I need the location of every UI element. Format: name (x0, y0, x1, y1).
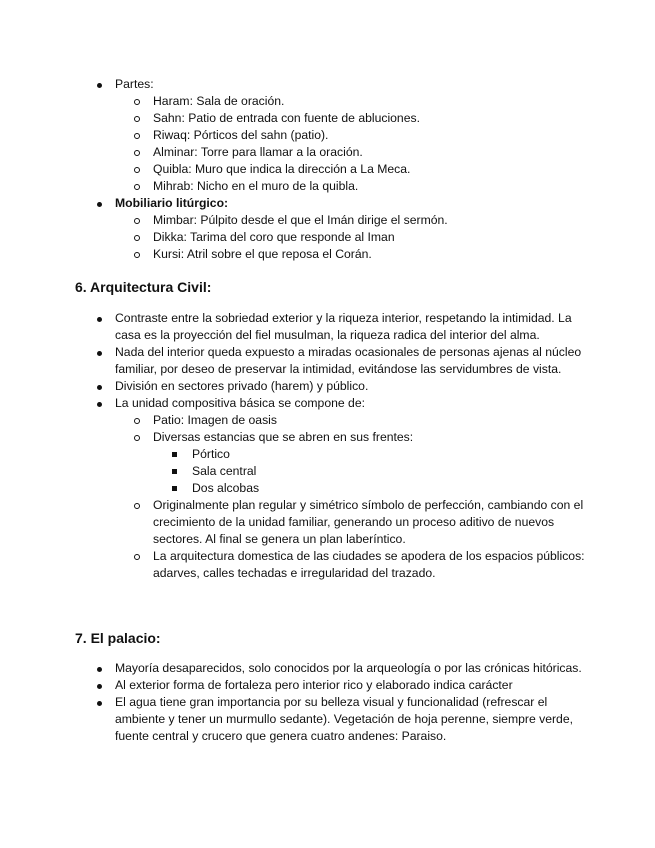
sub-list-item-text: Quibla: Muro que indica la dirección a La Meca. (153, 162, 411, 176)
list-item (75, 310, 595, 344)
sub-list-item-text: La arquitectura domestica de las ciudades se apodera de los espacios públicos: adarves, calles techadas e irregularidad del trazado. (153, 549, 585, 580)
list-item-text: La unidad compositiva básica se compone de: (115, 396, 365, 410)
list-item (75, 378, 595, 395)
sub-sub-list-item-text: Pórtico (192, 447, 230, 461)
bullet-circle (134, 435, 140, 441)
sub-list-item-text: Mimbar: Púlpito desde el que el Imán dirige el sermón. (153, 213, 448, 227)
bullet-disc (97, 701, 102, 706)
sub-list-item-text: Sahn: Patio de entrada con fuente de abluciones. (153, 111, 420, 125)
bullet-disc (97, 385, 102, 390)
sub-sub-list-item (75, 480, 595, 497)
sub-list-item (75, 412, 595, 429)
sub-list-item (75, 144, 595, 161)
list-item-text: El agua tiene gran importancia por su belleza visual y funcionalidad (refrescar el ambiente y tener un murmullo sedante). Vegetación de hoja perenne, siempre verde, fuente central y crucero que genera cuatro andenes: Paraiso. (115, 695, 573, 743)
sub-list-item-text: Originalmente plan regular y simétrico símbolo de perfección, cambiando con el crecimiento de la unidad familiar, generando un proceso aditivo de nuevos sectores. Al final se genera un plan laberíntico. (153, 498, 584, 546)
sub-list-item (75, 93, 595, 110)
list-item (75, 677, 595, 694)
list-item-text: División en sectores privado (harem) y público. (115, 379, 369, 393)
list-item-text: Mayoría desaparecidos, solo conocidos por la arqueología o por las crónicas hitóricas. (115, 661, 582, 675)
sub-sub-list-item (75, 463, 595, 480)
sub-list-item-text: Dikka: Tarima del coro que responde al Iman (153, 230, 395, 244)
bullet-disc (97, 684, 102, 689)
bullet-circle (134, 167, 140, 173)
bullet-circle (134, 252, 140, 258)
sub-list-item (75, 212, 595, 229)
palace-list (75, 660, 595, 745)
sub-list-item-text: Kursi: Atril sobre el que reposa el Corán. (153, 247, 372, 261)
bullet-circle (134, 418, 140, 424)
bullet-circle (134, 235, 140, 241)
sub-list-item-text: Patio: Imagen de oasis (153, 413, 277, 427)
list-item-text: Mobiliario litúrgico: (115, 196, 229, 210)
list-item (75, 195, 595, 212)
list-item (75, 344, 595, 378)
sub-list-item (75, 161, 595, 178)
list-item-text: Partes: (115, 77, 154, 91)
sub-list-item-text: Riwaq: Pórticos del sahn (patio). (153, 128, 329, 142)
sub-list-item (75, 429, 595, 446)
list-item (75, 395, 595, 412)
sub-list-item (75, 110, 595, 127)
section-heading: 7. El palacio: (75, 630, 161, 646)
bullet-square (172, 452, 177, 457)
sub-list-item (75, 497, 595, 548)
bullet-square (172, 469, 177, 474)
sub-list-item-text: Diversas estancias que se abren en sus frentes: (153, 430, 414, 444)
bullet-disc (97, 402, 102, 407)
bullet-disc (97, 83, 102, 88)
bullet-circle (134, 99, 140, 105)
sub-sub-list-item-text: Dos alcobas (192, 481, 260, 495)
bullet-disc (97, 202, 102, 207)
section-heading: 6. Arquitectura Civil: (75, 279, 212, 295)
bullet-disc (97, 667, 102, 672)
sub-list-item-text: Mihrab: Nicho en el muro de la quibla. (153, 179, 359, 193)
bullet-circle (134, 116, 140, 122)
sub-sub-list-item-text: Sala central (192, 464, 257, 478)
list-item-text: Nada del interior queda expuesto a miradas ocasionales de personas ajenas al núcleo familiar, por deseo de preservar la intimidad, evitándose las servidumbres de vista. (115, 345, 582, 376)
list-item-text: Contraste entre la sobriedad exterior y la riqueza interior, respetando la intimidad. La casa es la proyección del fiel musulman, la riqueza radica del interior del alma. (115, 311, 572, 342)
bullet-circle (134, 184, 140, 190)
bullet-circle (134, 554, 140, 560)
bullet-circle (134, 218, 140, 224)
bullet-circle (134, 503, 140, 509)
sub-list-item (75, 548, 595, 582)
sub-list-item (75, 246, 595, 263)
sub-list-item-text: Haram: Sala de oración. (153, 94, 285, 108)
bullet-disc (97, 317, 102, 322)
list-item (75, 76, 595, 93)
bullet-disc (97, 351, 102, 356)
sub-list-item (75, 178, 595, 195)
sub-sub-list-item (75, 446, 595, 463)
sub-list-item (75, 127, 595, 144)
list-item (75, 660, 595, 677)
bullet-circle (134, 150, 140, 156)
civil-architecture-list (75, 310, 595, 582)
sub-list-item (75, 229, 595, 246)
mosque-list (75, 76, 595, 263)
sub-list-item-text: Alminar: Torre para llamar a la oración. (153, 145, 363, 159)
bullet-circle (134, 133, 140, 139)
list-item-text: Al exterior forma de fortaleza pero interior rico y elaborado indica carácter (115, 678, 513, 692)
list-item (75, 694, 595, 745)
bullet-square (172, 486, 177, 491)
